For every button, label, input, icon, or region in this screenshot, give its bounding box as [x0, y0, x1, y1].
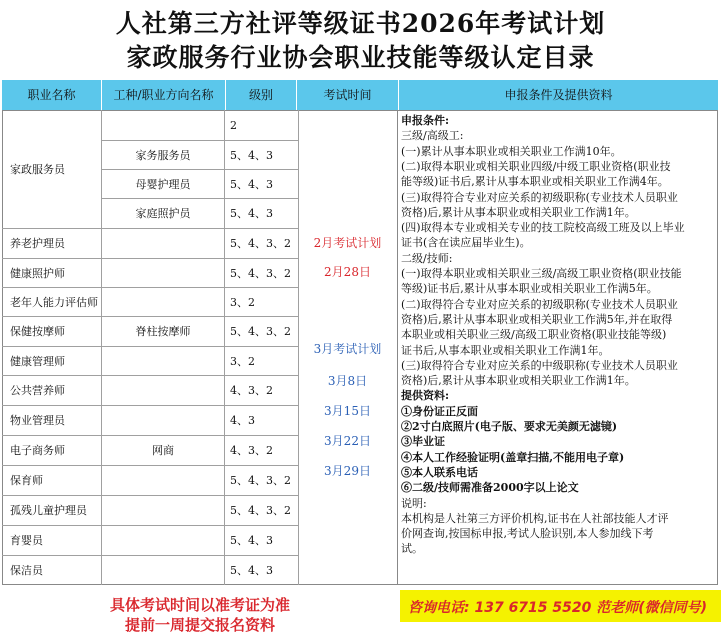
occupation-name: 公共营养师: [10, 384, 65, 397]
level-value: 5、4、3、2: [230, 266, 291, 280]
level-value: 5、4、3、2: [230, 237, 291, 250]
occupation-name: 物业管理员: [10, 414, 65, 427]
requirement-line: 试。: [401, 542, 423, 556]
requirement-line: ④本人工作经验证明(盖章扫描,不能用电子章): [401, 450, 625, 464]
requirement-line: ⑤本人联系电话: [401, 465, 478, 479]
level-value: 5、4、3、2: [230, 504, 291, 517]
exam-feb-date: 2月28日: [324, 265, 371, 279]
requirement-line: 资格)后,累计从事本职业或相关职业工作满1年。: [401, 205, 636, 219]
requirement-line: (二)取得本职业或相关职业四级/中级工职业资格(职业技: [401, 159, 671, 173]
requirement-line: ⑥二级/技师需准备2000字以上论文: [401, 481, 579, 495]
requirement-line: 说明:: [401, 496, 427, 510]
occupation-name: 电子商务师: [10, 444, 65, 457]
level-value: 5、4、3: [230, 177, 273, 191]
header-level: 级别: [248, 88, 273, 102]
page-subtitle: 家政服务行业协会职业技能等级认定目录: [126, 43, 595, 72]
requirement-line: 本职业或相关职业三级/高级工职业资格(职业技能等级): [401, 328, 667, 342]
occupation-name: 保育师: [10, 474, 43, 487]
footer-note-2: 提前一周提交报名资料: [124, 616, 275, 634]
direction-name: [102, 375, 224, 405]
requirement-line: 申报条件:: [401, 114, 450, 127]
level-value: 4、3: [230, 414, 255, 427]
direction-name: [102, 465, 224, 495]
exam-feb-plan: 2月考试计划: [313, 236, 382, 250]
requirement-line: 提供资料:: [401, 389, 450, 403]
level-value: 4、3、2: [230, 384, 273, 397]
page-title: 人社第三方社评等级证书2026年考试计划: [115, 9, 606, 38]
direction-name: [102, 405, 224, 435]
footer-note-1: 具体考试时间以准考证为准: [109, 596, 290, 614]
direction-name: [102, 287, 224, 316]
exam-mar-date: 3月29日: [324, 464, 371, 478]
level-value: 2: [230, 118, 237, 132]
direction-name: 脊柱按摩师: [135, 325, 191, 338]
direction-name: [102, 525, 224, 555]
occupation-name: 健康管理师: [10, 354, 65, 368]
header-exam-time: 考试时间: [323, 88, 372, 102]
requirement-line: ③毕业证: [401, 435, 445, 449]
requirement-line: 资格)后,累计从事本职业或相关职业工作满5年,并在取得: [401, 312, 673, 326]
level-value: 5、4、3、2: [230, 474, 291, 487]
header-direction: 工种/职业方向名称: [113, 88, 214, 102]
requirement-line: (四)取得本专业或相关专业的技工院校高级工班及以上毕业: [401, 221, 685, 235]
direction-name: [102, 555, 224, 585]
occupation-name: 健康照护师: [10, 266, 65, 280]
exam-mar-date: 3月15日: [324, 404, 371, 418]
requirement-line: ①身份证正反面: [401, 404, 478, 418]
direction-name: 家庭照护员: [135, 207, 191, 220]
direction-name: 母婴护理员: [135, 177, 191, 191]
level-value: 5、4、3: [230, 207, 273, 220]
header-requirements: 申报条件及提供资料: [504, 88, 613, 102]
direction-name: 家务服务员: [135, 148, 191, 162]
requirement-line: (一)取得本职业或相关职业三级/高级工职业资格(职业技能: [401, 267, 682, 280]
exam-mar-date: 3月22日: [324, 434, 371, 448]
header-occupation: 职业名称: [27, 88, 76, 102]
occupation-name: 育婴员: [10, 534, 43, 547]
column-divider: [224, 110, 225, 585]
direction-name: [102, 258, 224, 287]
level-value: 3、2: [230, 354, 255, 368]
direction-name: 网商: [152, 444, 174, 457]
requirement-line: 二级/技师:: [401, 251, 453, 265]
occupation-name: 养老护理员: [10, 237, 65, 250]
level-value: 3、2: [230, 295, 255, 309]
direction-name: [102, 228, 224, 258]
requirement-line: 能等级)证书后,累计从事本职业或相关职业工作满4年。: [401, 175, 669, 189]
exam-mar-plan: 3月考试计划: [313, 342, 382, 356]
level-value: 4、3、2: [230, 444, 273, 457]
occupation-name: 家政服务员: [10, 163, 65, 176]
requirement-line: (三)取得符合专业对应关系的初级职称(专业技术人员职业: [401, 190, 678, 204]
occupation-name: 孤残儿童护理员: [10, 504, 87, 517]
occupation-name: 老年人能力评估师: [10, 295, 98, 309]
requirement-line: 三级/高级工:: [401, 129, 464, 143]
level-value: 5、4、3、2: [230, 325, 291, 338]
requirement-line: 证书后,从事本职业或相关职业工作满1年。: [401, 343, 610, 357]
requirement-line: 资格)后,累计从事本职业或相关职业工作满1年。: [401, 374, 636, 388]
requirement-line: (一)累计从事本职业或相关职业工作满10年。: [401, 144, 622, 158]
table-header: [2, 80, 718, 110]
column-divider: [101, 110, 102, 585]
column-divider: [298, 110, 299, 585]
level-value: 5、4、3: [230, 564, 273, 577]
contact-banner: [400, 590, 721, 622]
requirement-line: 本机构是人社第三方评价机构,证书在人社部技能人才评: [401, 511, 669, 525]
direction-name: [102, 110, 224, 140]
occupation-name: 保洁员: [10, 564, 43, 577]
requirement-line: 证书(含在读应届毕业生)。: [401, 236, 531, 250]
requirement-line: (二)取得符合专业对应关系的初级职称(专业技术人员职业: [401, 297, 678, 311]
contact-phone: 咨询电话: 137 6715 5520 范老师(微信同号): [408, 600, 708, 616]
occupation-name: 保健按摩师: [10, 325, 65, 338]
requirement-line: 价网查询,按国标申报,考试人脸识别,本人参加线下考: [401, 527, 654, 541]
direction-name: [102, 346, 224, 375]
exam-mar-date: 3月8日: [327, 374, 368, 388]
requirement-line: ②2寸白底照片(电子版、要求无美颜无滤镜): [401, 420, 618, 433]
requirement-line: 等级)证书后,累计从事本职业或相关职业工作满5年。: [401, 282, 658, 296]
level-value: 5、4、3: [230, 148, 273, 162]
requirement-line: (三)取得符合专业对应关系的中级职称(专业技术人员职业: [401, 358, 678, 372]
level-value: 5、4、3: [230, 534, 273, 547]
direction-name: [102, 495, 224, 525]
